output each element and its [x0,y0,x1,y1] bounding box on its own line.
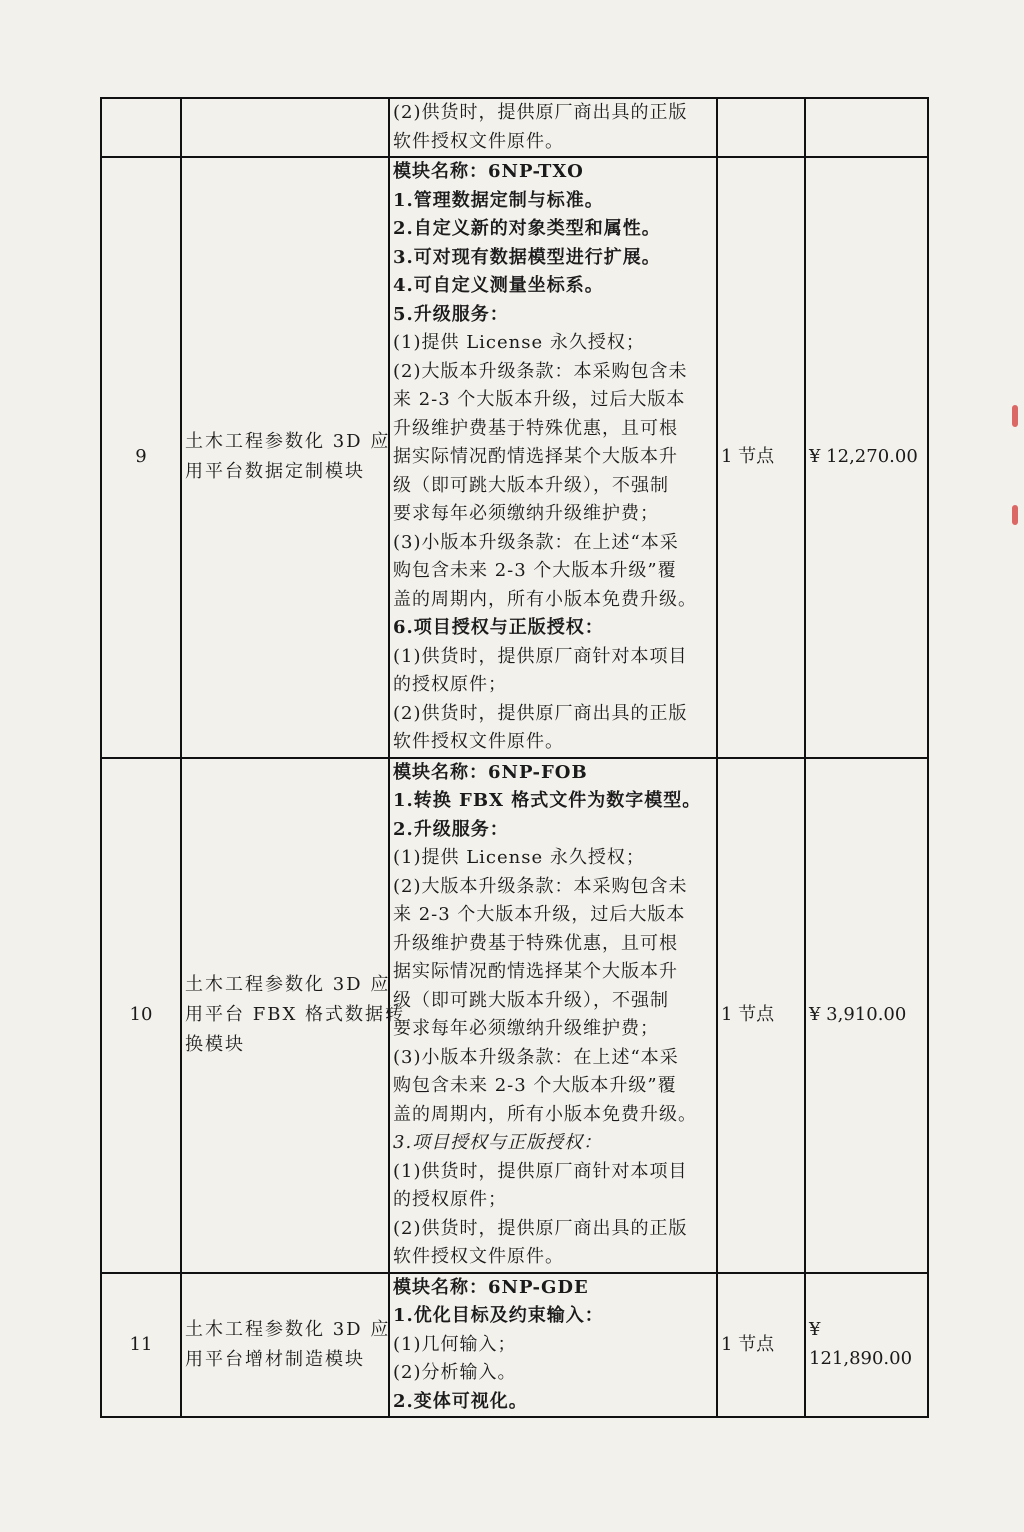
table-row [101,98,928,157]
spec-line: (2)大版本升级条款：本采购包含未 [393,875,688,897]
item-price [805,98,928,157]
spec-line: (3)小版本升级条款：在上述“本采 [393,531,679,553]
item-name-line: 换模块 [185,1034,245,1055]
spec-line: 购包含未来 2-3 个大版本升级”覆 [393,560,677,581]
spec-line: 级（即可跳大版本升级），不强制 [393,989,669,1011]
item-spec [389,758,717,1273]
spec-line: 来 2-3 个大版本升级，过后大版本 [393,389,686,410]
spec-line: 购包含未来 2-3 个大版本升级”覆 [393,1075,677,1096]
spec-line: 软件授权文件原件。 [393,731,564,752]
spec-line: 软件授权文件原件。 [393,1246,564,1267]
item-quantity: 1 节点 [717,758,805,1273]
spec-line: 模块名称：6NP-GDE [393,1276,589,1298]
spec-line: 盖的周期内，所有小版本免费升级。 [393,588,697,610]
item-name-line: 用平台增材制造模块 [185,1348,365,1370]
spec-line: 来 2-3 个大版本升级，过后大版本 [393,904,686,925]
spec-line: 的授权原件； [393,1189,507,1210]
item-name-line: 用平台数据定制模块 [185,461,365,483]
item-name-line: 土木工程参数化 3D 应 [185,1318,391,1340]
red-stamp-mark [1012,405,1018,427]
spec-line: 3.可对现有数据模型进行扩展。 [393,246,661,268]
item-name-line: 土木工程参数化 3D 应 [185,431,391,453]
item-spec [389,157,717,758]
spec-line: 1.管理数据定制与标准。 [393,189,604,211]
spec-line: (2)大版本升级条款：本采购包含未 [393,360,688,382]
item-price: ¥ 3,910.00 [805,758,928,1273]
spec-line: 模块名称：6NP-FOB [393,761,588,783]
spec-line: 2.升级服务： [393,818,509,840]
item-number [101,98,181,157]
spec-line: 6.项目授权与正版授权： [393,617,604,638]
spec-line: 据实际情况酌情选择某个大版本升 [393,961,678,982]
item-name [181,758,405,1273]
spec-line: (2)供货时，提供原厂商出具的正版 [393,102,688,123]
item-name-line: 土木工程参数化 3D 应 [185,974,391,995]
item-number: 10 [101,758,181,1273]
item-quantity: 1 节点 [717,157,805,758]
spec-line: 软件授权文件原件。 [393,130,564,152]
spec-line: (2)分析输入。 [393,1362,517,1383]
item-price: ¥ 12,270.00 [805,157,928,758]
table-row [101,1273,928,1418]
spec-line: (1)供货时，提供原厂商针对本项目 [393,645,688,667]
item-number: 9 [101,157,181,758]
item-quantity [717,98,805,157]
spec-line: 2.变体可视化。 [393,1390,528,1412]
spec-line: 升级维护费基于特殊优惠，且可根 [393,417,678,439]
spec-line: (1)几何输入； [393,1333,517,1355]
spec-line: (1)提供 License 永久授权； [393,847,645,868]
table-row [101,758,928,1273]
item-name [181,1273,389,1418]
spec-line: 要求每年必须缴纳升级维护费； [393,1018,659,1039]
spec-line: 1.优化目标及约束输入： [393,1305,604,1326]
item-number: 11 [101,1273,181,1418]
spec-line: (3)小版本升级条款：在上述“本采 [393,1046,679,1068]
spec-line: (1)提供 License 永久授权； [393,332,645,353]
item-name [181,98,389,157]
spec-line: 级（即可跳大版本升级），不强制 [393,474,669,496]
item-name [181,157,389,758]
pricing-table [100,97,929,1418]
spec-line: 4.可自定义测量坐标系。 [393,275,604,296]
spec-line: (2)供货时，提供原厂商出具的正版 [393,1217,688,1239]
spec-line: 3.项目授权与正版授权： [393,1132,603,1153]
spec-line: 盖的周期内，所有小版本免费升级。 [393,1103,697,1125]
spec-line: 要求每年必须缴纳升级维护费； [393,503,659,524]
spec-line: 的授权原件； [393,674,507,695]
item-quantity: 1 节点 [717,1273,805,1418]
spec-line: 2.自定义新的对象类型和属性。 [393,218,661,239]
red-stamp-mark [1012,505,1018,525]
spec-line: 1.转换 FBX 格式文件为数字模型。 [393,790,702,811]
pricing-table-body [101,98,928,1417]
spec-line: (2)供货时，提供原厂商出具的正版 [393,702,688,724]
item-price: ¥ 121,890.00 [805,1273,928,1418]
spec-line: 据实际情况酌情选择某个大版本升 [393,446,678,467]
spec-line: 模块名称：6NP-TXO [393,161,584,182]
item-spec [389,98,717,157]
spec-line: (1)供货时，提供原厂商针对本项目 [393,1160,688,1182]
spec-line: 5.升级服务： [393,303,509,325]
spec-line: 升级维护费基于特殊优惠，且可根 [393,932,678,954]
item-name-line: 用平台 FBX 格式数据转 [185,1004,405,1025]
table-row [101,157,928,758]
item-spec [389,1273,717,1418]
